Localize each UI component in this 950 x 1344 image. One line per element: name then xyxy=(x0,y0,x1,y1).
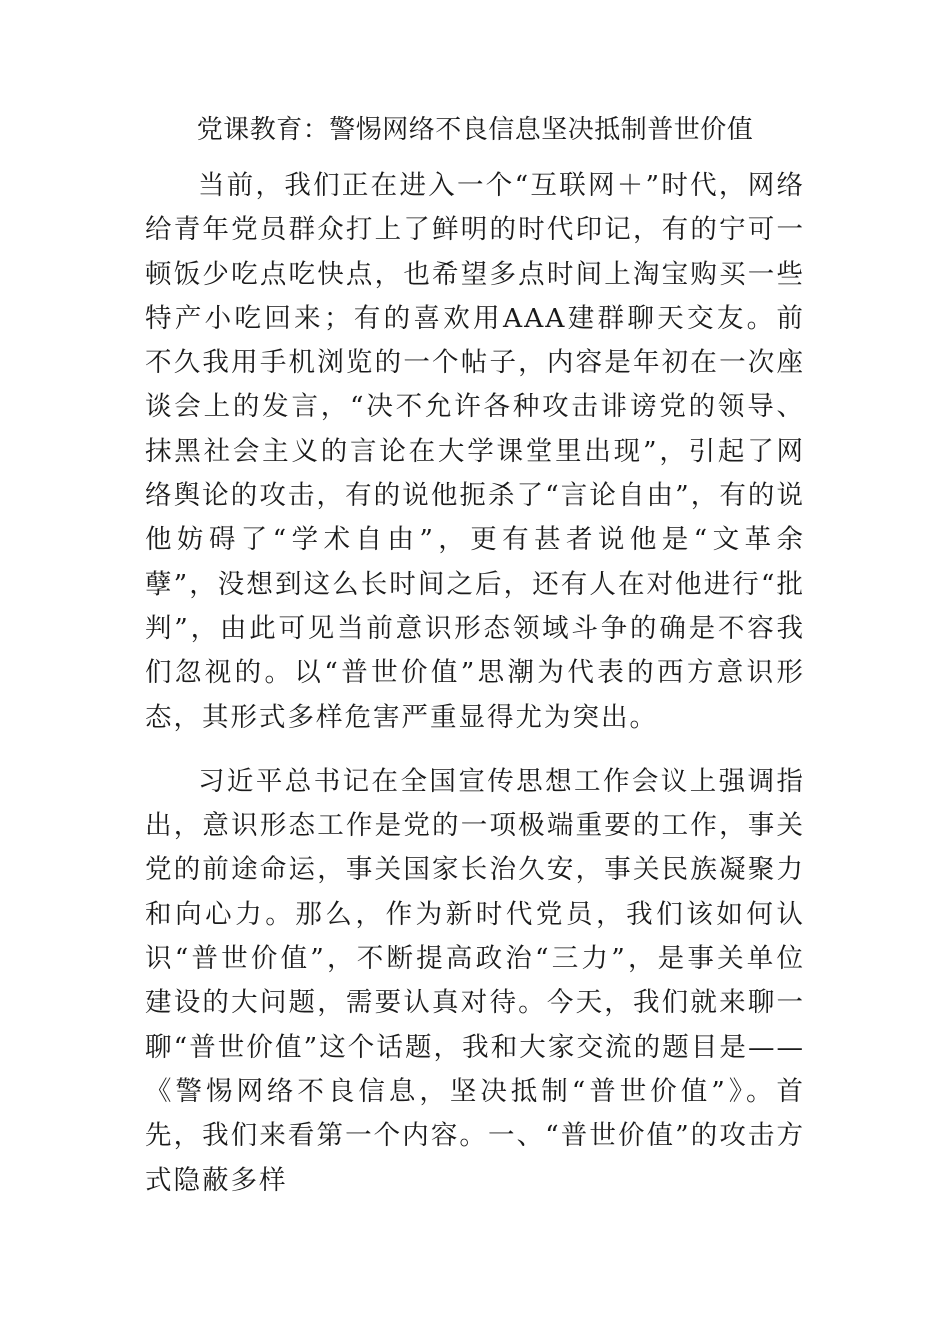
paragraph-2: 习近平总书记在全国宣传思想工作会议上强调指出，意识形态工作是党的一项极端重要的工作，事关党的前途命运，事关国家长治久安，事关民族凝聚力和向心力。那么，作为新时代党员，我们该如何认识“普世价值”，不断提高政治“三力”，是事关单位建设的大问题，需要认真对待。今天，我们就来聊一聊“普世价值”这个话题，我和大家交流的题目是——《警惕网络不良信息，坚决抵制“普世价值”》。首先，我们来看第一个内容。一、“普世价值”的攻击方式隐蔽多样 xyxy=(145,765,805,1196)
paragraph-1: 当前，我们正在进入一个“互联网＋”时代，网络给青年党员群众打上了鲜明的时代印记，有的宁可一顿饭少吃点吃快点，也希望多点时间上淘宝购买一些特产小吃回来；有的喜欢用AAA建群聊天交友。前不久我用手机浏览的一个帖子，内容是年初在一次座谈会上的发言，“决不允许各种攻击诽谤党的领导、抹黑社会主义的言论在大学课堂里出现”，引起了网络舆论的攻击，有的说他扼杀了“言论自由”，有的说他妨碍了“学术自由”，更有甚者说他是“文革余孽”，没想到这么长时间之后，还有人在对他进行“批判”，由此可见当前意识形态领域斗争的确是不容我们忽视的。以“普世价值”思潮为代表的西方意识形态，其形式多样危害严重显得尤为突出。 xyxy=(145,170,805,733)
document-title: 党课教育：警惕网络不良信息坚决抵制普世价值 xyxy=(196,115,754,145)
document-body xyxy=(145,164,805,1223)
